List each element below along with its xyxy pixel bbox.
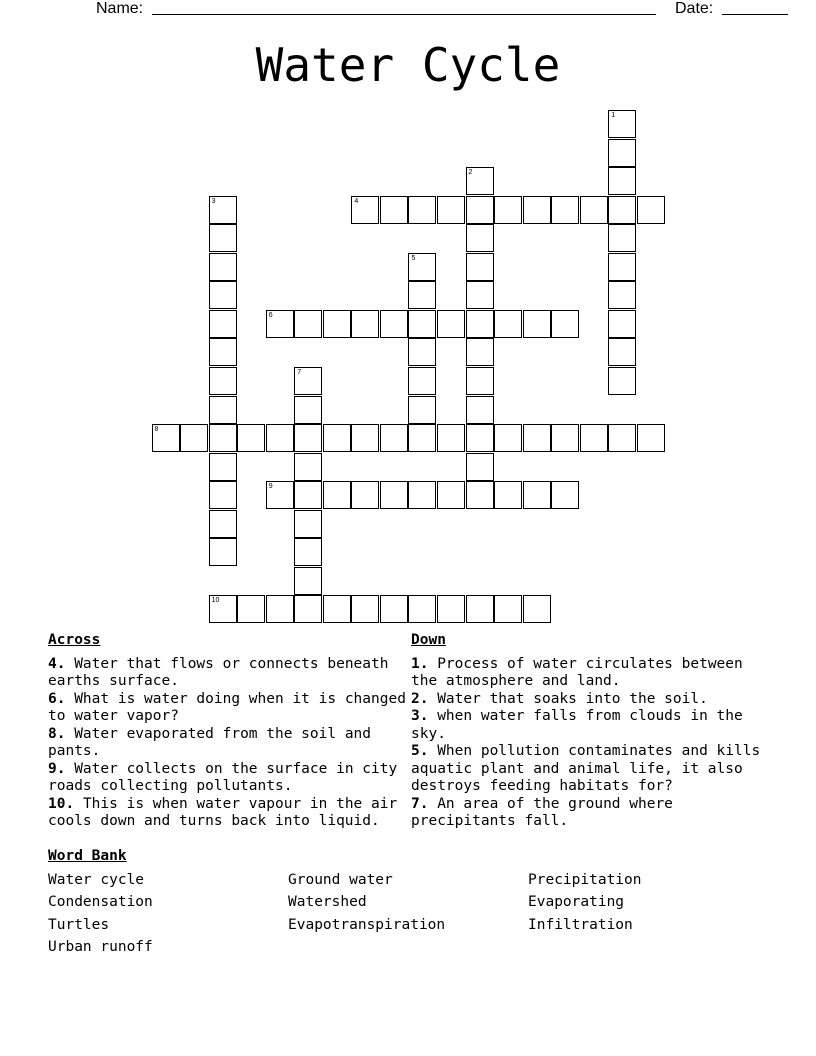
crossword-cell[interactable] bbox=[408, 396, 436, 424]
crossword-cell[interactable] bbox=[466, 595, 494, 623]
crossword-cell[interactable] bbox=[294, 595, 322, 623]
crossword-cell[interactable] bbox=[580, 196, 608, 224]
clue-item bbox=[411, 743, 771, 796]
clue-number: 1 bbox=[611, 112, 616, 119]
clue-number-label: 2. bbox=[411, 690, 429, 707]
crossword-cell[interactable] bbox=[380, 481, 408, 509]
clue-text: An area of the ground where precipitants fall. bbox=[411, 795, 673, 829]
clue-number-label: 7. bbox=[411, 795, 429, 812]
crossword-cell[interactable] bbox=[209, 396, 237, 424]
crossword-cell[interactable] bbox=[466, 338, 494, 366]
crossword-cell[interactable] bbox=[380, 196, 408, 224]
crossword-cell[interactable] bbox=[437, 424, 465, 452]
clue-number: 7 bbox=[297, 368, 302, 376]
clue-item bbox=[411, 656, 771, 691]
crossword-cell[interactable] bbox=[209, 510, 237, 538]
clue-number: 8 bbox=[154, 426, 159, 434]
crossword-cell[interactable] bbox=[580, 424, 608, 452]
clue-text: when water falls from clouds in the sky. bbox=[411, 708, 743, 742]
clue-number-label: 4. bbox=[48, 655, 66, 672]
crossword-cell[interactable] bbox=[466, 253, 494, 281]
crossword-cell[interactable] bbox=[466, 224, 494, 252]
crossword-cell[interactable] bbox=[408, 281, 436, 309]
crossword-cell[interactable] bbox=[209, 253, 237, 281]
crossword-cell[interactable] bbox=[494, 481, 522, 509]
date-field[interactable] bbox=[722, 0, 788, 15]
crossword-cell[interactable] bbox=[266, 310, 294, 338]
crossword-cell[interactable] bbox=[551, 310, 579, 338]
clue-text: This is when water vapour in the air cools down and turns back into liquid. bbox=[48, 795, 398, 829]
down-clues bbox=[411, 632, 771, 831]
word-bank-heading: Word Bank bbox=[48, 848, 127, 864]
crossword-cell[interactable] bbox=[608, 110, 636, 138]
crossword-cell[interactable] bbox=[380, 310, 408, 338]
crossword-cell[interactable] bbox=[323, 310, 351, 338]
word-bank-item: Evaporating bbox=[528, 894, 625, 910]
crossword-cell[interactable] bbox=[209, 310, 237, 338]
crossword-cell[interactable] bbox=[608, 338, 636, 366]
crossword-cell[interactable] bbox=[551, 196, 579, 224]
crossword-cell[interactable] bbox=[408, 253, 436, 281]
crossword-cell[interactable] bbox=[294, 538, 322, 566]
crossword-cell[interactable] bbox=[608, 281, 636, 309]
clue-number: 5 bbox=[411, 254, 416, 262]
word-bank-item: Water cycle bbox=[48, 871, 145, 888]
clue-number: 3 bbox=[211, 197, 216, 205]
word-bank-item: Infiltration bbox=[528, 916, 633, 933]
crossword-cell[interactable] bbox=[323, 481, 351, 509]
crossword-cell[interactable] bbox=[523, 481, 551, 509]
clue-item bbox=[48, 796, 410, 831]
crossword-cell[interactable] bbox=[408, 595, 436, 623]
crossword-cell[interactable] bbox=[437, 310, 465, 338]
clue-item bbox=[411, 708, 771, 743]
crossword-cell[interactable] bbox=[637, 196, 665, 224]
crossword-cell[interactable] bbox=[608, 196, 636, 224]
crossword-cell[interactable] bbox=[608, 139, 636, 167]
crossword-cell[interactable] bbox=[294, 510, 322, 538]
crossword-cell[interactable] bbox=[551, 481, 579, 509]
clue-text: What is water doing when it is changed to water vapor? bbox=[48, 690, 406, 724]
crossword-cell[interactable] bbox=[637, 424, 665, 452]
clue-text: Water that soaks into the soil. bbox=[437, 690, 708, 707]
crossword-cell[interactable] bbox=[551, 424, 579, 452]
clue-text: Water evaporated from the soil and pants. bbox=[48, 725, 372, 759]
crossword-cell[interactable] bbox=[351, 424, 379, 452]
crossword-cell[interactable] bbox=[209, 367, 237, 395]
crossword-cell[interactable] bbox=[351, 481, 379, 509]
word-bank-item: Evapotranspiration bbox=[288, 916, 446, 933]
clue-number-label: 3. bbox=[411, 708, 429, 724]
crossword-cell[interactable] bbox=[608, 224, 636, 252]
crossword-cell[interactable] bbox=[494, 196, 522, 224]
crossword-cell[interactable] bbox=[351, 310, 379, 338]
clue-number: 9 bbox=[268, 483, 273, 491]
crossword-cell[interactable] bbox=[608, 424, 636, 452]
crossword-cell[interactable] bbox=[266, 595, 294, 623]
crossword-cell[interactable] bbox=[408, 424, 436, 452]
crossword-cell[interactable] bbox=[294, 396, 322, 424]
clue-number: 10 bbox=[211, 597, 220, 605]
crossword-cell[interactable] bbox=[209, 281, 237, 309]
across-clues bbox=[48, 632, 410, 831]
clue-number: 4 bbox=[354, 197, 359, 205]
crossword-cell[interactable] bbox=[466, 453, 494, 481]
crossword-cell[interactable] bbox=[408, 196, 436, 224]
crossword-cell[interactable] bbox=[494, 424, 522, 452]
crossword-cell[interactable] bbox=[294, 310, 322, 338]
clue-number-label: 10. bbox=[48, 795, 75, 812]
crossword-cell[interactable] bbox=[408, 481, 436, 509]
word-bank-item: Condensation bbox=[48, 894, 153, 910]
crossword-cell[interactable] bbox=[437, 196, 465, 224]
clue-item bbox=[48, 761, 410, 796]
word-bank-item: Turtles bbox=[48, 916, 110, 933]
clue-number-label: 5. bbox=[411, 743, 429, 759]
clue-number-label: 1. bbox=[411, 655, 429, 672]
crossword-cell[interactable] bbox=[494, 595, 522, 623]
name-label: Name: bbox=[96, 0, 144, 17]
crossword-cell[interactable] bbox=[266, 424, 294, 452]
crossword-cell[interactable] bbox=[323, 424, 351, 452]
clue-text: Water that flows or connects beneath earths surface. bbox=[48, 655, 389, 689]
crossword-cell[interactable] bbox=[408, 338, 436, 366]
word-bank bbox=[48, 848, 768, 957]
crossword-cell[interactable] bbox=[209, 424, 237, 452]
crossword-cell[interactable] bbox=[494, 310, 522, 338]
crossword-cell[interactable] bbox=[294, 453, 322, 481]
date-label: Date: bbox=[675, 0, 714, 17]
crossword-cell[interactable] bbox=[523, 595, 551, 623]
word-bank-item: Precipitation bbox=[528, 871, 642, 888]
crossword-cell[interactable] bbox=[437, 481, 465, 509]
crossword-cell[interactable] bbox=[437, 595, 465, 623]
crossword-cell[interactable] bbox=[351, 595, 379, 623]
across-heading: Across bbox=[48, 632, 101, 648]
clue-item bbox=[48, 691, 410, 726]
crossword-cell[interactable] bbox=[466, 367, 494, 395]
crossword-cell[interactable] bbox=[237, 424, 265, 452]
crossword-cell[interactable] bbox=[209, 196, 237, 224]
crossword-cell[interactable] bbox=[466, 481, 494, 509]
crossword-cell[interactable] bbox=[294, 367, 322, 395]
clue-number: 6 bbox=[268, 311, 273, 319]
crossword-cell[interactable] bbox=[466, 167, 494, 195]
clue-text: Water collects on the surface in city roads collecting pollutants. bbox=[48, 760, 398, 794]
word-bank-item: Urban runoff bbox=[48, 939, 153, 955]
name-field[interactable] bbox=[152, 0, 656, 15]
crossword-cell[interactable] bbox=[608, 167, 636, 195]
crossword-cell[interactable] bbox=[380, 595, 408, 623]
crossword-cell[interactable] bbox=[408, 310, 436, 338]
crossword-cell[interactable] bbox=[608, 253, 636, 281]
crossword-cell[interactable] bbox=[608, 367, 636, 395]
crossword-cell[interactable] bbox=[466, 196, 494, 224]
clue-number-label: 9. bbox=[48, 760, 66, 777]
crossword-cell[interactable] bbox=[408, 367, 436, 395]
crossword-cell[interactable] bbox=[237, 595, 265, 623]
crossword-cell[interactable] bbox=[523, 310, 551, 338]
crossword-cell[interactable] bbox=[351, 196, 379, 224]
crossword-cell[interactable] bbox=[294, 481, 322, 509]
word-bank-item: Watershed bbox=[288, 894, 367, 910]
crossword-cell[interactable] bbox=[209, 453, 237, 481]
crossword-cell[interactable] bbox=[152, 424, 180, 452]
crossword-cell[interactable] bbox=[180, 424, 208, 452]
crossword-cell[interactable] bbox=[294, 567, 322, 595]
crossword-cell[interactable] bbox=[323, 595, 351, 623]
crossword-cell[interactable] bbox=[209, 338, 237, 366]
clue-number-label: 6. bbox=[48, 690, 66, 707]
clue-number-label: 8. bbox=[48, 725, 66, 742]
crossword-cell[interactable] bbox=[466, 310, 494, 338]
crossword-cell[interactable] bbox=[466, 396, 494, 424]
crossword-cell[interactable] bbox=[466, 424, 494, 452]
crossword-cell[interactable] bbox=[209, 481, 237, 509]
crossword-cell[interactable] bbox=[608, 310, 636, 338]
crossword-cell[interactable] bbox=[266, 481, 294, 509]
clue-item bbox=[411, 796, 771, 831]
down-heading: Down bbox=[411, 632, 446, 648]
clue-number: 2 bbox=[468, 169, 473, 177]
clue-text: Process of water circulates between the atmosphere and land. bbox=[411, 655, 743, 689]
clue-text: When pollution contaminates and kills aquatic plant and animal life, it also destroys feeding habitats for? bbox=[411, 743, 761, 794]
crossword-cell[interactable] bbox=[209, 538, 237, 566]
crossword-cell[interactable] bbox=[523, 424, 551, 452]
clue-item bbox=[48, 656, 410, 691]
crossword-cell[interactable] bbox=[209, 224, 237, 252]
crossword-cell[interactable] bbox=[380, 424, 408, 452]
page-title: Water Cycle bbox=[255, 38, 561, 92]
crossword-cell[interactable] bbox=[209, 595, 237, 623]
clue-item bbox=[411, 691, 771, 709]
crossword-cell[interactable] bbox=[466, 281, 494, 309]
crossword-cell[interactable] bbox=[294, 424, 322, 452]
clue-item bbox=[48, 726, 410, 761]
crossword-cell[interactable] bbox=[523, 196, 551, 224]
word-bank-item: Ground water bbox=[288, 871, 393, 888]
